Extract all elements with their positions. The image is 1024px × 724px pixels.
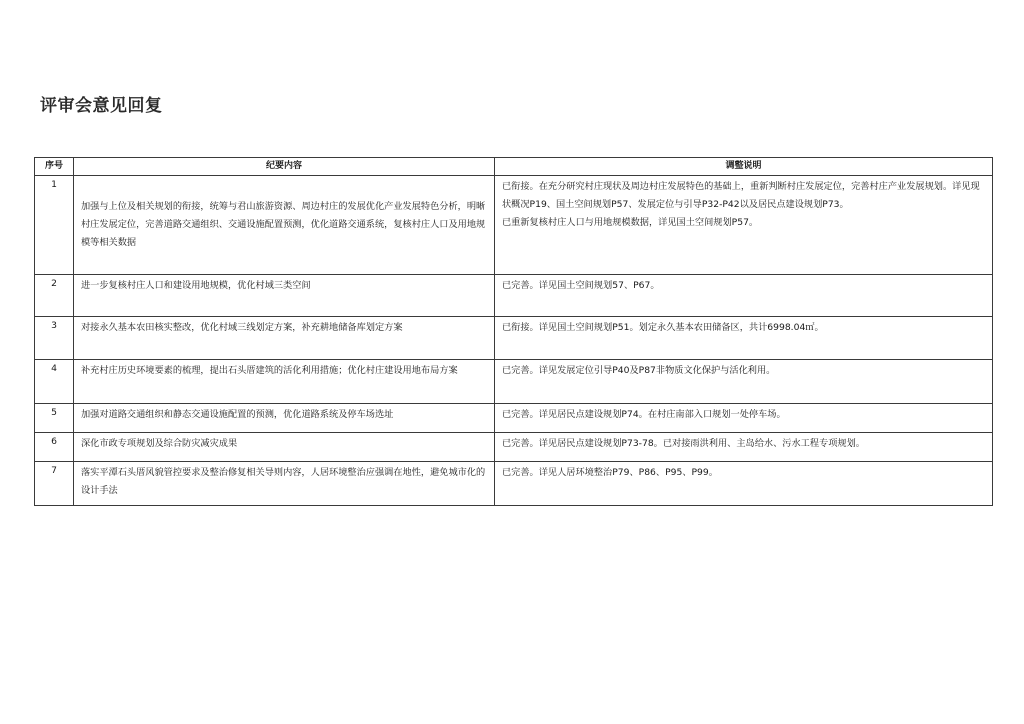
row-content	[74, 404, 495, 433]
header-note: 调整说明	[495, 158, 993, 176]
row-note	[495, 275, 993, 317]
row-note-line: 已重新复核村庄人口与用地规模数据，详见国土空间规划P57。	[502, 217, 759, 228]
table-row	[35, 275, 993, 317]
row-note-line: 已完善。详见国土空间规划57、P67。	[502, 280, 660, 291]
row-number: 2	[35, 275, 74, 317]
review-table	[34, 157, 993, 506]
row-note-line: 已完善。详见发展定位引导P40及P87非物质文化保护与活化利用。	[502, 365, 776, 376]
row-content	[74, 275, 495, 317]
row-note-line: 已完善。详见居民点建设规划P73-78。已对接雨洪利用、主岛给水、污水工程专项规划。	[502, 438, 865, 449]
row-note-line: 已衔接。详见国土空间规划P51。划定永久基本农田储备区，共计6998.04㎡。	[502, 322, 824, 333]
table-row	[35, 360, 993, 404]
row-note-line: 已完善。详见人居环境整治P79、P86、P95、P99。	[502, 467, 718, 478]
header-no: 序号	[35, 158, 74, 176]
row-content-text: 加强与上位及相关规划的衔接，统筹与君山旅游资源、周边村庄的发展优化产业发展特色分析，明晰村庄发展定位，完善道路交通组织、交通设施配置预测，优化道路交通系统，复核村庄人口及用地规模等相关数据	[81, 201, 486, 248]
row-number: 6	[35, 433, 74, 462]
row-note	[495, 176, 993, 275]
row-content-text: 加强对道路交通组织和静态交通设施配置的预测，优化道路系统及停车场选址	[81, 409, 394, 420]
table-row	[35, 462, 993, 506]
row-number: 7	[35, 462, 74, 506]
row-number: 4	[35, 360, 74, 404]
table-header-row	[35, 158, 993, 176]
row-number: 3	[35, 317, 74, 360]
row-content	[74, 176, 495, 275]
row-content	[74, 462, 495, 506]
row-note-line: 已完善。详见居民点建设规划P74。在村庄南部入口规划一处停车场。	[502, 409, 786, 420]
row-note	[495, 433, 993, 462]
table-row	[35, 404, 993, 433]
row-content	[74, 360, 495, 404]
row-note	[495, 317, 993, 360]
row-note	[495, 404, 993, 433]
row-content-text: 补充村庄历史环境要素的梳理，提出石头厝建筑的活化利用措施；优化村庄建设用地布局方案	[81, 365, 458, 376]
table-row	[35, 433, 993, 462]
header-content: 纪要内容	[74, 158, 495, 176]
row-note-line: 已衔接。在充分研究村庄现状及周边村庄发展特色的基础上，重新判断村庄发展定位，完善村庄产业发展规划。详见现状概况P19、国土空间规划P57、发展定位与引导P32-P42以及居民点建设规划P73。	[502, 181, 980, 210]
table-row	[35, 317, 993, 360]
row-content-text: 深化市政专项规划及综合防灾减灾成果	[81, 438, 238, 449]
row-content-text: 落实平潭石头厝风貌管控要求及整治修复相关导则内容，人居环境整治应强调在地性，避免城市化的设计手法	[81, 467, 486, 496]
row-content-text: 进一步复核村庄人口和建设用地规模，优化村域三类空间	[81, 280, 311, 291]
row-content	[74, 433, 495, 462]
page-title: 评审会意见回复	[40, 96, 163, 116]
row-number: 5	[35, 404, 74, 433]
table-row	[35, 176, 993, 275]
row-content	[74, 317, 495, 360]
row-number: 1	[35, 176, 74, 275]
row-note	[495, 462, 993, 506]
row-content-text: 对接永久基本农田核实整改，优化村域三线划定方案，补充耕地储备库划定方案	[81, 322, 403, 333]
row-note	[495, 360, 993, 404]
